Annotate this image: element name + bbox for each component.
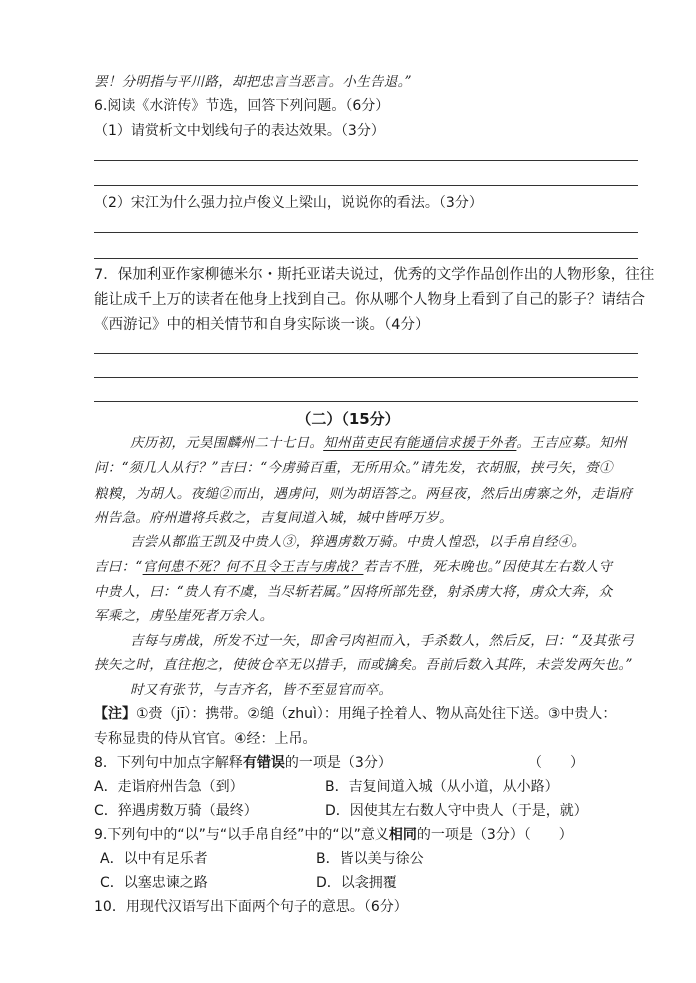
answer-line — [94, 258, 638, 259]
question-7-line3: 《西游记》中的相关情节和自身实际谈一谈。（4分） — [94, 317, 430, 333]
answer-line — [94, 401, 638, 402]
notes-line1: 【注】①赍（jī）：携带。②缒（zhuì）：用绳子拴着人、物从高处往下送。③中贵人： — [94, 706, 617, 722]
passage-line: 吉曰：“官何患不死？何不且令王吉与虏战？若吉不胜，死未晚也。”因使其左右数人守 — [94, 559, 613, 575]
question-9-stem: 9.下列句中的“以”与“以手帛自经”中的“以”意义相同的一项是（3分）（ ） — [94, 827, 573, 843]
passage-continuation-line: 罢！分明指与平川路，却把忠言当恶言。小生告退。” — [94, 74, 412, 90]
passage-line: 军乘之，虏坠崖死者万余人。 — [94, 608, 274, 624]
passage-line: 吉尝从都监王凯及中贵人③，猝遇虏数万骑。中贵人惶恐，以手帛自经④。 — [130, 534, 586, 550]
answer-line — [94, 160, 638, 161]
option-c: C．以塞忠谏之路 — [100, 875, 208, 891]
passage-line: 庆历初，元昊围麟州二十七日。知州苗吏民有能通信求援于外者。王吉应募。知州 — [130, 435, 627, 451]
underlined-sentence: 知州苗吏民有能通信求援于外者 — [323, 435, 517, 451]
option-c: C．猝遇虏数万骑（最终） — [94, 803, 258, 819]
option-d: D．以衾拥覆 — [316, 875, 397, 891]
passage-line: 挟矢之时，直往抱之，使彼仓卒无以措手，而或擒矣。吾前后数入其阵，未尝发两矢也。” — [94, 657, 633, 673]
question-7-line2: 能让成千上万的读者在他身上找到自己。你从哪个人物身上看到了自己的影子？请结合 — [94, 292, 645, 308]
answer-line — [94, 232, 638, 233]
question-6-sub1: （1）请赏析文中划线句子的表达效果。（3分） — [94, 123, 385, 139]
section-title: （二）（15分） — [296, 410, 400, 428]
passage-line: 中贵人，曰：“贵人有不虞，当尽斩若属。”因将所部先登，射杀虏大将，虏众大奔，众 — [94, 584, 613, 600]
question-7-line1: 7．保加利亚作家柳德米尔・斯托亚诺夫说过，优秀的文学作品创作出的人物形象，往往 — [94, 267, 655, 283]
question-8-stem: 8．下列句中加点字解释有错误的一项是（3分） — [94, 755, 392, 771]
passage-line: 吉每与虏战，所发不过一矢，即舍弓肉袒而入，手杀数人，然后反，曰：“及其张弓 — [130, 633, 635, 649]
option-a: A．走诣府州告急（到） — [94, 779, 244, 795]
passage-line: 粮糗，为胡人。夜缒②而出，遇虏问，则为胡语答之。两昼夜，然后出虏寨之外，走诣府 — [94, 486, 633, 502]
notes-line2: 专称显贵的侍从官官。④经：上吊。 — [94, 731, 317, 747]
passage-line: 时又有张节，与吉齐名，皆不至显官而卒。 — [130, 682, 393, 698]
option-a: A．以中有足乐者 — [100, 851, 208, 867]
passage-line: 州告急。府州遣将兵救之，吉复间道入城，城中皆呼万岁。 — [94, 510, 453, 526]
option-b: B．皆以美与徐公 — [316, 851, 424, 867]
question-10-stem: 10．用现代汉语写出下面两个句子的意思。（6分） — [94, 899, 408, 915]
underlined-sentence: 官何患不死？何不且令王吉与虏战？ — [142, 559, 364, 575]
option-d: D．因使其左右数人守中贵人（于是，就） — [325, 803, 588, 819]
notes-label: 【注】 — [94, 706, 136, 722]
question-6-sub2: （2）宋江为什么强力拉卢俊义上梁山，说说你的看法。（3分） — [94, 195, 483, 211]
passage-line: 问：“须几人从行？”吉曰：“今虏骑百重，无所用众。”请先发，衣胡服，挟弓矢，赍① — [94, 460, 613, 476]
option-b: B．吉复间道入城（从小道，从小路） — [325, 779, 559, 795]
answer-line — [94, 185, 638, 186]
question-6-stem: 6.阅读《水浒传》节选，回答下列问题。（6分） — [94, 98, 390, 114]
answer-bracket: （ ） — [528, 755, 584, 771]
answer-line — [94, 377, 638, 378]
answer-line — [94, 353, 638, 354]
